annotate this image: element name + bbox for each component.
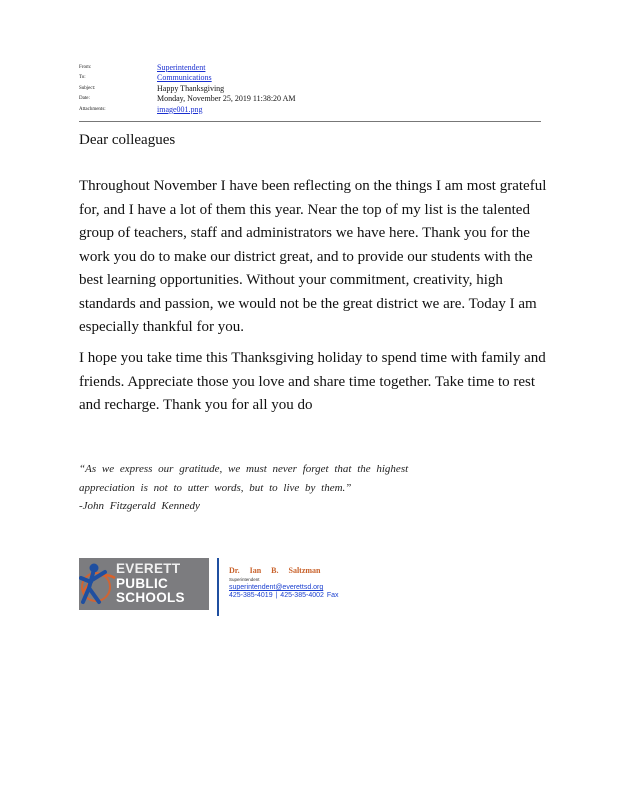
from-link[interactable]: Superintendent — [157, 62, 206, 72]
signature-block — [229, 566, 339, 599]
from-label: From: — [79, 64, 92, 70]
everett-public-schools-logo — [79, 558, 209, 610]
header-attachments-row — [79, 104, 541, 115]
to-link[interactable]: Communications — [157, 73, 212, 83]
logo-line-2: PUBLIC — [116, 575, 169, 591]
greeting: Dear colleagues — [79, 132, 176, 148]
logo-line-1: EVERETT — [116, 561, 181, 576]
subject-value: Happy Thanksgiving — [157, 83, 225, 93]
header-date-row — [79, 94, 541, 105]
signature-name: Dr. Ian B. Saltzman — [229, 566, 321, 575]
header-divider — [79, 121, 541, 122]
quote-block — [79, 460, 499, 516]
subject-label: Subject: — [79, 85, 96, 91]
header-subject-row — [79, 83, 541, 94]
signature-divider — [217, 558, 219, 616]
attachments-label: Attachments: — [79, 106, 106, 112]
quote-author: -John Fitzgerald Kennedy — [79, 500, 200, 512]
logo-line-3: SCHOOLS — [116, 590, 185, 605]
signature-email-link[interactable]: superintendent@everettsd.org — [229, 584, 324, 591]
signature-phone: 425-385-4019 | 425-385-4002 Fax — [229, 592, 339, 599]
header-to-row — [79, 73, 541, 84]
to-label: To: — [79, 75, 86, 81]
body-paragraph-2: I hope you take time this Thanksgiving holiday to spend time with family and friends. Appreciate those you love and share time together. Take time to rest and recharge. Thank you for all you do — [79, 350, 546, 413]
quote-line-1: “As we express our gratitude, we must never forget that the highest — [79, 463, 409, 475]
date-value: Monday, November 25, 2019 11:38:20 AM — [157, 94, 296, 104]
date-label: Date: — [79, 96, 90, 102]
logo-wordmark — [116, 562, 185, 606]
quote-line-2: appreciation is not to utter words, but to live by them.” — [79, 481, 352, 494]
attachment-link[interactable]: image001.png — [157, 104, 203, 114]
header-from-row — [79, 62, 541, 73]
signature-title: Superintendent — [229, 577, 260, 582]
email-header — [79, 62, 541, 115]
body-paragraph-1: Throughout November I have been reflecting on the things I am most grateful for, and I have a lot of them this year. Near the top of my list is the talented group of teachers, staff and administrators we have here. Thank you for the work you do to make our district great, and to provide our students with the best learning opportunities. Without your commitment, creativity, high standards and passion, we would not be the great district we are. Today I am especially thankful for you. — [79, 178, 547, 335]
